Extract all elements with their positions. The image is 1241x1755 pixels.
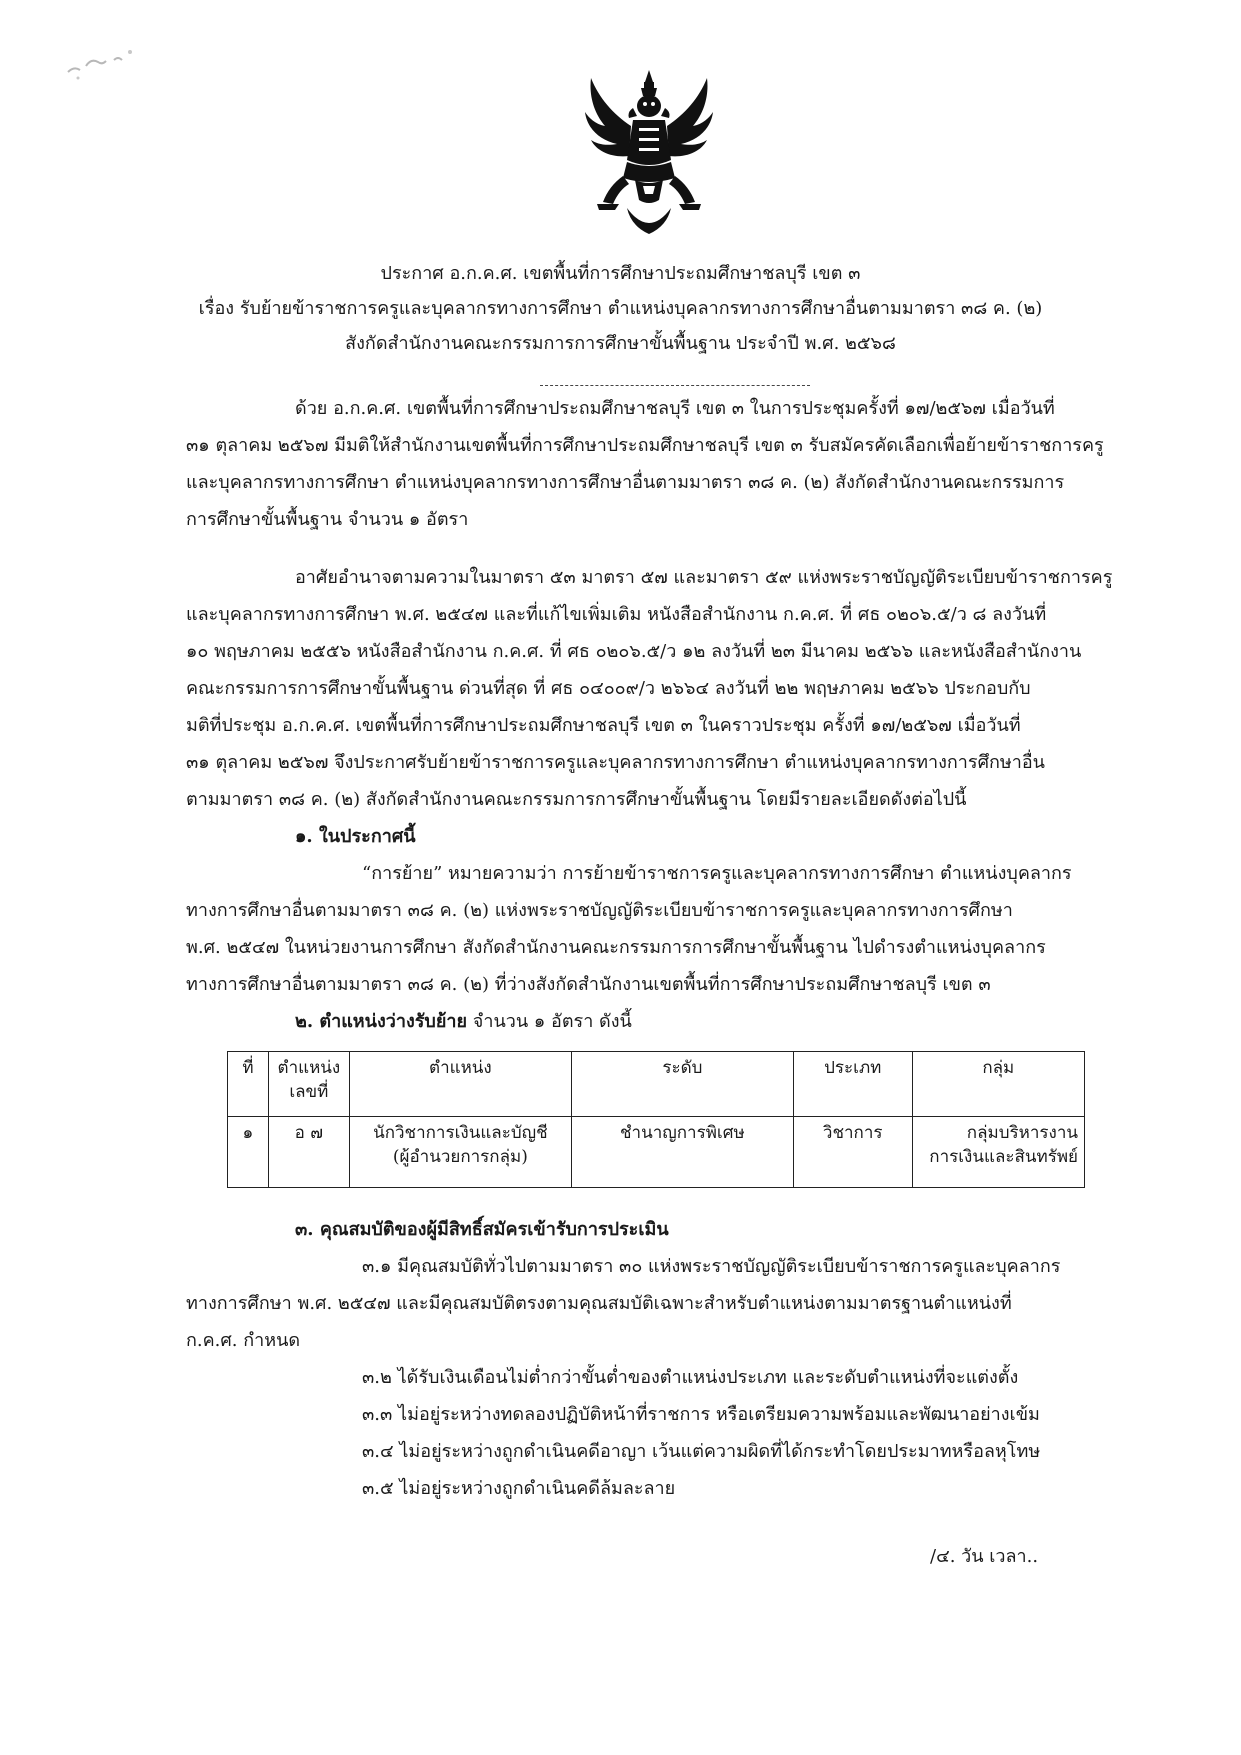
col-header-level: ระดับ — [571, 1052, 793, 1117]
garuda-emblem-icon — [583, 68, 715, 236]
announcement-subject: เรื่อง รับย้ายข้าราชการครูและบุคลากรทางการศึกษา ตำแหน่งบุคลากรทางการศึกษาอื่นตามมาตรา ๓๘ ค. (๒) — [198, 298, 1043, 319]
col-header-position-number-line2: เลขที่ — [289, 1082, 329, 1102]
cell-position-line2: (ผู้อำนวยการกลุ่ม) — [392, 1147, 528, 1167]
cell-group-line2: การเงินและสินทรัพย์ — [929, 1147, 1078, 1167]
authority-line: คณะกรรมการการศึกษาขั้นพื้นฐาน ด่วนที่สุด ที่ ศธ ๐๔๐๐๙/ว ๒๖๖๔ ลงวันที่ ๒๒ พฤษภาคม ๒๕๖๖ ประกอบกับ — [186, 678, 1031, 699]
cell-group-line1: กลุ่มบริหารงาน — [966, 1123, 1078, 1143]
section3-item3: ๓.๓ ไม่อยู่ระหว่างทดลองปฏิบัติหน้าที่ราชการ หรือเตรียมความพร้อมและพัฒนาอย่างเข้ม — [362, 1404, 1040, 1425]
cell-position — [349, 1117, 571, 1188]
authority-line: มติที่ประชุม อ.ก.ค.ศ. เขตพื้นที่การศึกษาประถมศึกษาชลบุรี เขต ๓ ในคราวประชุม ครั้งที่ ๑๗/๒๕๖๗ เมื่อวันที่ — [186, 715, 1021, 736]
col-header-type: ประเภท — [793, 1052, 912, 1117]
cell-position-line1: นักวิชาการเงินและบัญชี — [373, 1123, 548, 1143]
intro-line: การศึกษาขั้นพื้นฐาน จำนวน ๑ อัตรา — [186, 509, 469, 530]
section1-line: พ.ศ. ๒๕๔๗ ในหน่วยงานการศึกษา สังกัดสำนักงานคณะกรรมการการศึกษาขั้นพื้นฐาน ไปดำรงตำแหน่งบุคลากร — [186, 937, 1046, 958]
section3-item2: ๓.๒ ได้รับเงินเดือนไม่ต่ำกว่าขั้นต่ำของตำแหน่งประเภท และระดับตำแหน่งที่จะแต่งตั้ง — [362, 1367, 1019, 1388]
table-header-row — [228, 1052, 1085, 1117]
section1-line: ทางการศึกษาอื่นตามมาตรา ๓๘ ค. (๒) แห่งพระราชบัญญัติระเบียบข้าราชการครูและบุคลากรทางการศึกษา — [186, 900, 1013, 921]
authority-line: และบุคลากรทางการศึกษา พ.ศ. ๒๕๔๗ และที่แก้ไขเพิ่มเติม หนังสือสำนักงาน ก.ค.ศ. ที่ ศธ ๐๒๐๖.๕/ว ๘ ลงวันที่ — [186, 604, 1047, 625]
table-row — [228, 1117, 1085, 1188]
section2-heading: ๒. ตำแหน่งว่างรับย้าย — [295, 1011, 468, 1032]
authority-line: อาศัยอำนาจตามความในมาตรา ๕๓ มาตรา ๕๗ และมาตรา ๕๙ แห่งพระราชบัญญัติระเบียบข้าราชการครู — [295, 567, 1113, 588]
section1-line: ทางการศึกษาอื่นตามมาตรา ๓๘ ค. (๒) ที่ว่างสังกัดสำนักงานเขตพื้นที่การศึกษาประถมศึกษาชลบุรี เขต ๓ — [186, 974, 991, 995]
section2-heading-row — [295, 1010, 632, 1034]
continued-marker: /๔. วัน เวลา.. — [930, 1546, 1039, 1567]
section1-line: “การย้าย” หมายความว่า การย้ายข้าราชการครูและบุคลากรทางการศึกษา ตำแหน่งบุคลากร — [362, 863, 1072, 884]
authority-line: ๑๐ พฤษภาคม ๒๕๕๖ หนังสือสำนักงาน ก.ค.ศ. ที่ ศธ ๐๒๐๖.๕/ว ๑๒ ลงวันที่ ๒๓ มีนาคม ๒๕๖๖ และหนังสือสำนักงาน — [186, 641, 1082, 662]
section3-item5: ๓.๕ ไม่อยู่ระหว่างถูกดำเนินคดีล้มละลาย — [362, 1478, 676, 1499]
section3-heading: ๓. คุณสมบัติของผู้มีสิทธิ์สมัครเข้ารับการประเมิน — [295, 1219, 669, 1240]
cell-no: ๑ — [228, 1117, 269, 1188]
scan-mark-icon — [58, 38, 148, 88]
cell-group — [912, 1117, 1084, 1188]
vacancy-table — [227, 1051, 1085, 1188]
col-header-group: กลุ่ม — [912, 1052, 1084, 1117]
authority-line: ๓๑ ตุลาคม ๒๕๖๗ จึงประกาศรับย้ายข้าราชการครูและบุคลากรทางการศึกษา ตำแหน่งบุคลากรทางการศึกษาอื่น — [186, 752, 1045, 773]
col-header-position: ตำแหน่ง — [349, 1052, 571, 1117]
intro-line: ด้วย อ.ก.ค.ศ. เขตพื้นที่การศึกษาประถมศึกษาชลบุรี เขต ๓ ในการประชุมครั้งที่ ๑๗/๒๕๖๗ เมื่อวันที่ — [295, 398, 1055, 419]
section3-item1-line: ก.ค.ศ. กำหนด — [186, 1330, 301, 1351]
announcement-subject-cont: สังกัดสำนักงานคณะกรรมการการศึกษาขั้นพื้นฐาน ประจำปี พ.ศ. ๒๕๖๘ — [345, 333, 896, 354]
section3-item1-line: ๓.๑ มีคุณสมบัติทั่วไปตามมาตรา ๓๐ แห่งพระราชบัญญัติระเบียบข้าราชการครูและบุคลากร — [362, 1256, 1061, 1277]
col-header-position-number — [268, 1052, 349, 1117]
intro-line: และบุคลากรทางการศึกษา ตำแหน่งบุคลากรทางการศึกษาอื่นตามมาตรา ๓๘ ค. (๒) สังกัดสำนักงานคณะกรรมการ — [186, 472, 1065, 493]
col-header-no: ที่ — [228, 1052, 269, 1117]
header-divider — [540, 385, 810, 386]
cell-level: ชำนาญการพิเศษ — [571, 1117, 793, 1188]
section1-heading: ๑. ในประกาศนี้ — [295, 826, 416, 847]
authority-line: ตามมาตรา ๓๘ ค. (๒) สังกัดสำนักงานคณะกรรมการการศึกษาขั้นพื้นฐาน โดยมีรายละเอียดดังต่อไปนี้ — [186, 789, 967, 810]
section3-item4: ๓.๔ ไม่อยู่ระหว่างถูกดำเนินคดีอาญา เว้นแต่ความผิดที่ได้กระทำโดยประมาทหรือลหุโทษ — [362, 1441, 1041, 1462]
announcement-title: ประกาศ อ.ก.ค.ศ. เขตพื้นที่การศึกษาประถมศึกษาชลบุรี เขต ๓ — [380, 263, 861, 284]
col-header-position-number-line1: ตำแหน่ง — [277, 1058, 341, 1078]
intro-line: ๓๑ ตุลาคม ๒๕๖๗ มีมติให้สำนักงานเขตพื้นที่การศึกษาประถมศึกษาชลบุรี เขต ๓ รับสมัครคัดเลือกเพื่อย้ายข้าราชการครู — [186, 435, 1104, 456]
cell-type: วิชาการ — [793, 1117, 912, 1188]
section2-heading-rest: จำนวน ๑ อัตรา ดังนี้ — [467, 1011, 632, 1032]
section3-item1-line: ทางการศึกษา พ.ศ. ๒๕๔๗ และมีคุณสมบัติตรงตามคุณสมบัติเฉพาะสำหรับตำแหน่งตามมาตรฐานตำแหน่งที่ — [186, 1293, 1012, 1314]
cell-position-number: อ ๗ — [268, 1117, 349, 1188]
